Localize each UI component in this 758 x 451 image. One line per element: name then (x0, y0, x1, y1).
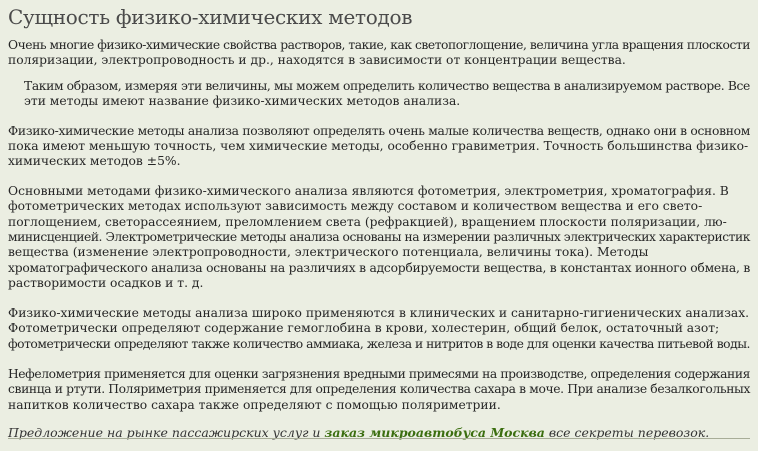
text-line: эти методы имеют название физико-химических методов анализа. (24, 94, 461, 109)
bottom-divider (8, 438, 750, 439)
text-line: Таким образом, измеряя эти величины, мы можем определить количество вещества в анализируемом растворе. Все (24, 78, 750, 93)
text-line: Физико-химические методы анализа широко применяются в клинических и санитарно-гигиенических анализах. (8, 305, 750, 320)
paragraph-accuracy (8, 124, 750, 170)
text-line: минисценцией. Электрометрические методы анализа основаны на измерении различных электрических характеристик (8, 230, 750, 245)
paragraph-applications (8, 306, 750, 352)
promo-text-before: Предложение на рынке пассажирских услуг и (8, 425, 325, 441)
text-line: Физико-химические методы анализа позволяют определять очень малые количества веществ, однако они в основном (8, 123, 750, 138)
text-line: фотометрических методах используют зависимость между составом и количеством вещества и его свето- (8, 199, 703, 214)
text-line: поляризации, электропроводность и др., находятся в зависимости от концентрации вещества. (8, 53, 626, 68)
paragraph-indented (8, 79, 750, 110)
page-title: Сущность физико-химических методов (8, 5, 413, 29)
paragraph-nephelometry (8, 367, 750, 413)
text-line: фотометрически определяют также количество аммиака, железа и нитритов в воде для оценки качества питьевой воды. (8, 336, 750, 351)
text-line: Нефелометрия применяется для оценки загрязнения вредными примесями на производстве, определения содержания (8, 366, 750, 381)
text-line: растворимости осадков и т. д. (8, 276, 204, 291)
promo-text-after: все секреты перевозок. (544, 425, 710, 441)
text-line: поглощением, светорассеянием, преломлением света (рефракцией), вращением плоскости поляризации, лю- (8, 214, 727, 229)
text-line: Основными методами физико-химического анализа являются фотометрия, электрометрия, хроматография. В (8, 183, 729, 198)
text-line: химических методов ±5%. (8, 154, 181, 169)
promo-link[interactable]: заказ микроавтобуса Москва (324, 425, 545, 441)
text-line: Фотометрически определяют содержание гемоглобина в крови, холестерин, общий белок, остаточный азот; (8, 321, 720, 336)
paragraph-methods (8, 184, 750, 292)
text-line: Очень многие физико-химические свойства растворов, такие, как светопоглощение, величина угла вращения плоскости (8, 38, 750, 52)
text-line: напитков количество сахара также определяют с помощью поляриметрии. (8, 397, 501, 412)
text-line: вещества (изменение электропроводности, электрического потенциала, величины тока). Методы (8, 245, 649, 260)
text-line: пока имеют меньшую точность, чем химические методы, особенно гравиметрия. Точность большинства физико- (8, 139, 749, 154)
paragraph-intro (8, 38, 750, 69)
text-line: свинца и ртути. Поляриметрия применяется для определения количества сахара в моче. При анализе безалкогольных (8, 382, 751, 397)
text-line: хроматографического анализа основаны на различиях в адсорбируемости вещества, в константах ионного обмена, в (8, 260, 751, 275)
